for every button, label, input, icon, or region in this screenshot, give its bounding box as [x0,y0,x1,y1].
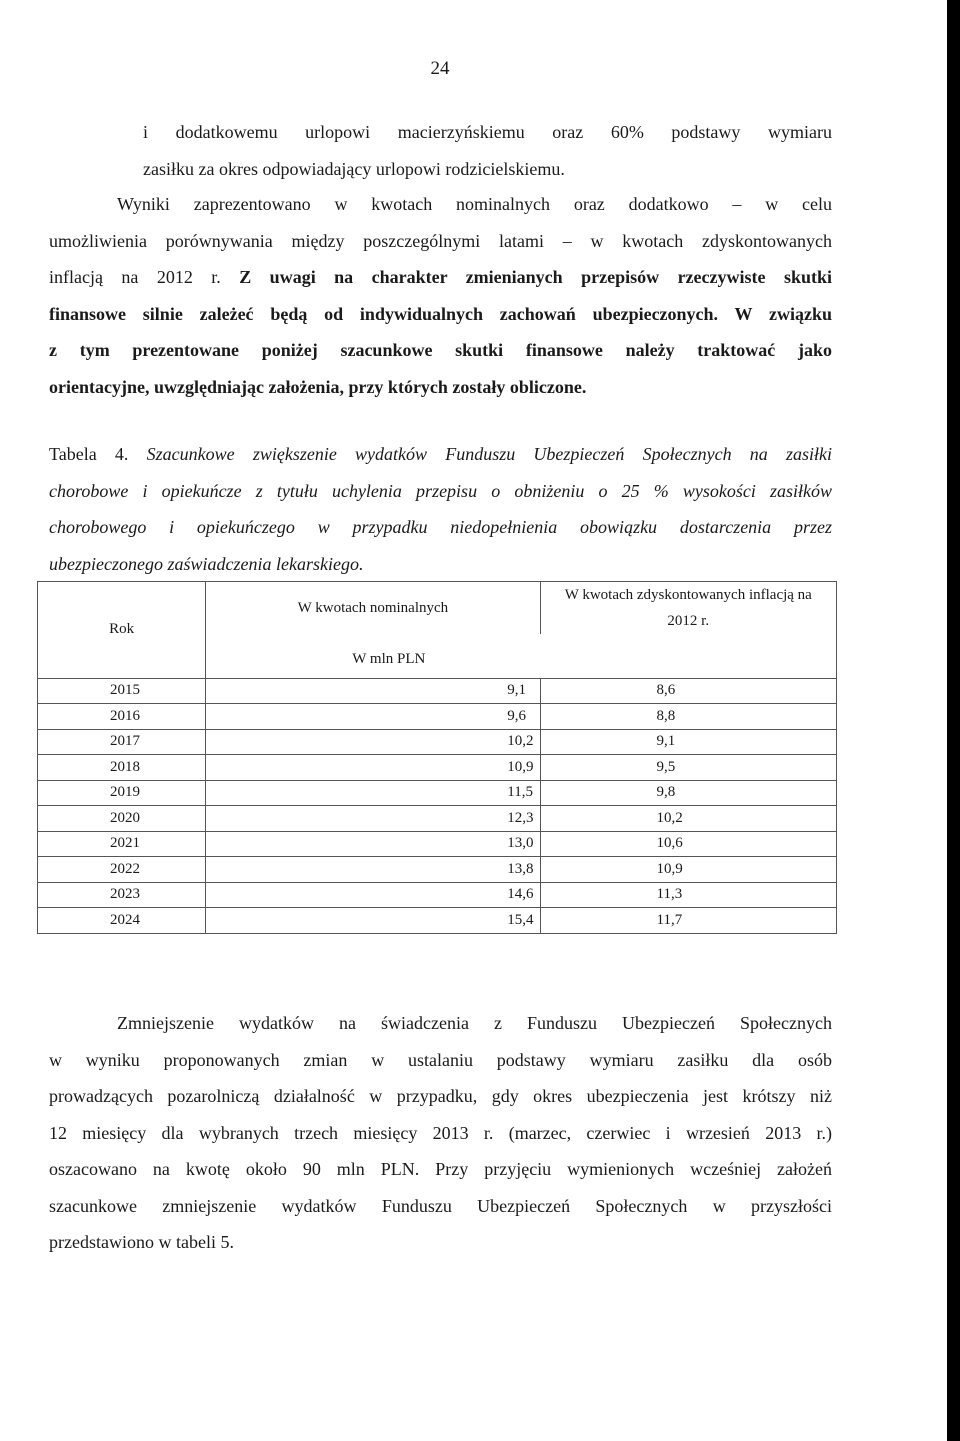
cell-nominal: 14,6 [206,882,540,908]
unit-label: W mln PLN [206,634,837,678]
caption-line [49,436,832,473]
table-body [38,678,837,933]
table-row [38,882,837,908]
cell-nominal: 11,5 [206,780,540,806]
table-caption [49,436,832,582]
cell-discounted: 11,7 [540,908,836,934]
cell-discounted: 11,3 [540,882,836,908]
table-row [38,780,837,806]
table-row [38,704,837,730]
bold-text-segment: Z uwagi na charakter zmienianych przepisów rzeczywiste skutki [239,267,832,287]
cell-discounted: 8,8 [540,704,836,730]
header-nominal: W kwotach nominalnych [206,582,540,635]
page-number: 24 [430,58,450,79]
text-line: prowadzących pozarolniczą działalność w przypadku, gdy okres ubezpieczenia jest krótszy niż [49,1086,832,1106]
cell-year: 2016 [38,704,206,730]
table-row [38,755,837,781]
paragraph-results [49,186,832,405]
caption-label: Tabela 4. [49,444,147,464]
cell-nominal: 10,2 [206,729,540,755]
table-row [38,857,837,883]
text-line: w wyniku proponowanych zmian w ustalaniu podstawy wymiaru zasiłku dla osób [49,1049,832,1070]
text-line: umożliwienia porównywania między poszczególnymi latami – w kwotach zdyskontowanych [49,230,832,251]
cell-discounted: 9,1 [540,729,836,755]
table-row [38,831,837,857]
text-line: przedstawiono w tabeli 5. [49,1232,234,1252]
cell-discounted: 8,6 [540,678,836,704]
cell-nominal: 10,9 [206,755,540,781]
bold-text-line: orientacyjne, uwzględniając założenia, przy których zostały obliczone. [49,376,587,397]
table-row [38,806,837,832]
table-row [38,729,837,755]
text-line: i dodatkowemu urlopowi macierzyńskiemu oraz 60% podstawy wymiaru [143,122,832,142]
cell-discounted: 9,5 [540,755,836,781]
cell-nominal: 13,8 [206,857,540,883]
bold-text-line: finansowe silnie zależeć będą od indywidualnych zachowań ubezpieczonych. W związku [49,303,832,324]
caption-line: ubezpieczonego zaświadczenia lekarskiego. [49,553,364,574]
cell-discounted: 9,8 [540,780,836,806]
paragraph-reduction [49,1005,832,1261]
cell-nominal: 15,4 [206,908,540,934]
header-discounted [540,582,836,635]
data-table [37,581,837,934]
caption-line: chorobowego i opiekuńczego w przypadku niedopełnienia obowiązku dostarczenia przez [49,517,832,537]
cell-nominal: 12,3 [206,806,540,832]
cell-year: 2018 [38,755,206,781]
header-discounted-line2: 2012 r. [667,613,710,629]
cell-nominal: 9,6 [206,704,540,730]
cell-nominal: 9,1 [206,678,540,704]
cell-nominal: 13,0 [206,831,540,857]
cell-discounted: 10,6 [540,831,836,857]
text-line [49,259,832,296]
text-line: zasiłku za okres odpowiadający urlopowi rodzicielskiemu. [143,158,565,179]
header-discounted-line1: W kwotach zdyskontowanych inflacją na [564,587,812,603]
text-line: szacunkowe zmniejszenie wydatków Funduszu Ubezpieczeń Społecznych w przyszłości [49,1195,832,1216]
cell-discounted: 10,9 [540,857,836,883]
text-segment: inflacją na 2012 r. [49,267,240,287]
text-line: Zmniejszenie wydatków na świadczenia z Funduszu Ubezpieczeń Społecznych [117,1013,832,1033]
text-line: Wyniki zaprezentowano w kwotach nominalnych oraz dodatkowo – w celu [117,194,832,214]
text-line: 12 miesięcy dla wybranych trzech miesięcy 2013 r. (marzec, czerwiec i wrzesień 2013 r.) [49,1122,832,1143]
cell-year: 2019 [38,780,206,806]
bold-text-line: z tym prezentowane poniżej szacunkowe skutki finansowe należy traktować jako [49,340,832,360]
cell-discounted: 10,2 [540,806,836,832]
cell-year: 2020 [38,806,206,832]
header-year: Rok [38,582,206,679]
cell-year: 2024 [38,908,206,934]
caption-line: chorobowe i opiekuńcze z tytułu uchylenia przepisu o obniżeniu o 25 % wysokości zasiłków [49,480,832,501]
table-row [38,908,837,934]
scan-edge-bar [947,0,960,1441]
caption-title: Szacunkowe zwiększenie wydatków Funduszu Ubezpieczeń Społecznych na zasiłki [146,444,832,464]
text-line: oszacowano na kwotę około 90 mln PLN. Przy przyjęciu wymienionych wcześniej założeń [49,1159,832,1179]
cell-year: 2015 [38,678,206,704]
cell-year: 2017 [38,729,206,755]
cell-year: 2021 [38,831,206,857]
cell-year: 2023 [38,882,206,908]
paragraph-continuation [49,114,832,187]
table-row [38,678,837,704]
cell-year: 2022 [38,857,206,883]
